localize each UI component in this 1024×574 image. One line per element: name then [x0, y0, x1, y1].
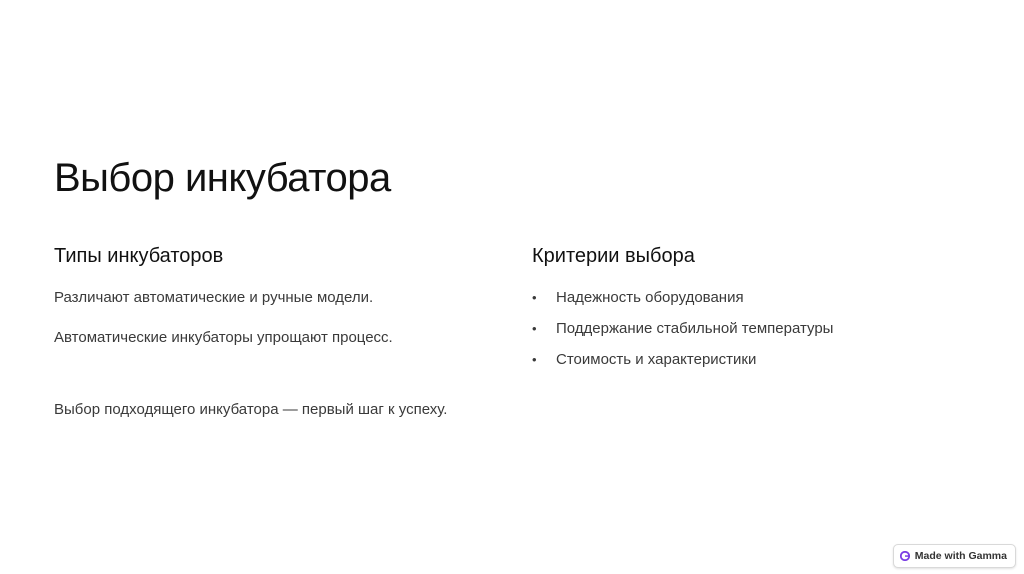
- paragraph: Выбор подходящего инкубатора — первый шаг к успеху.: [54, 401, 448, 418]
- left-column-heading: Типы инкубаторов: [54, 245, 224, 267]
- made-with-gamma-badge[interactable]: [893, 544, 1016, 568]
- paragraph: Автоматические инкубаторы упрощают процесс.: [54, 329, 393, 346]
- gamma-logo-icon: [900, 551, 910, 561]
- paragraph: Различают автоматические и ручные модели.: [54, 289, 374, 306]
- badge-label: Made with Gamma: [914, 550, 1007, 562]
- right-column-heading: Критерии выбора: [532, 245, 695, 267]
- left-column: [54, 243, 494, 418]
- list-item-text: Поддержание стабильной температуры: [556, 320, 834, 337]
- list-item-text: Надежность оборудования: [556, 289, 744, 306]
- bullet-icon: •: [532, 321, 537, 336]
- right-column: [532, 243, 972, 368]
- bullet-icon: •: [532, 352, 537, 367]
- bullet-icon: •: [532, 290, 537, 305]
- slide-title: Выбор инкубатора: [54, 156, 391, 200]
- list-item-text: Стоимость и характеристики: [556, 351, 757, 368]
